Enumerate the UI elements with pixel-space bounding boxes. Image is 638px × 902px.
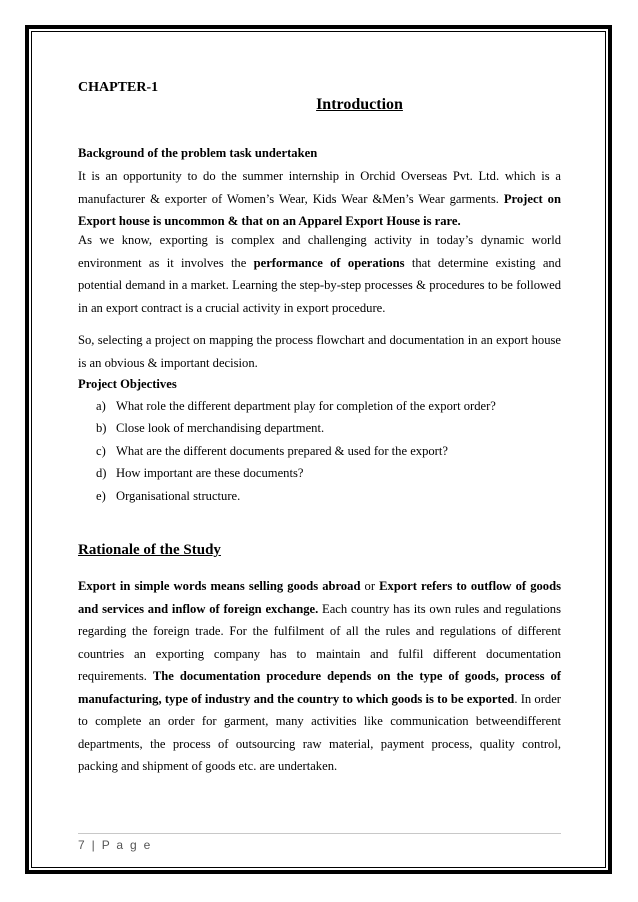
rationale-text-2: . In order to complete an order for garment, many activities like communication betweendifferent departments, the process of outsourcing raw material, payment process, quality control, packing and shipment of goods etc. are undertaken. (78, 691, 561, 773)
list-item (96, 395, 496, 417)
list-marker: c) (96, 443, 106, 458)
list-item-text: What role the different department play for completion of the export order? (116, 399, 496, 413)
objectives-heading: Project Objectives (78, 377, 177, 391)
list-item (96, 462, 496, 484)
rationale-bold-1: Export in simple words means selling goods abroad (78, 579, 361, 593)
page-label: P a g e (101, 838, 153, 852)
background-p2-bold: performance of operations (253, 255, 405, 270)
list-item-text: Close look of merchandising department. (116, 421, 325, 436)
rationale-text-1: Each country has its own rules and regulations regarding the foreign trade. For the fulfilment of all the rules and regulations of different countries an exporting company has to maintain and fulfil different documentation requirements. (78, 601, 561, 683)
list-marker: a) (96, 399, 106, 413)
background-p1-bold: Project on Export house is uncommon & that on an Apparel Export House is rare. (78, 191, 561, 228)
list-item (96, 440, 496, 462)
background-p1-text: It is an opportunity to do the summer internship in Orchid Overseas Pvt. Ltd. which is a manufacturer & exporter of Women’s Wear, Kids Wear &Men’s Wear garments. (78, 169, 561, 206)
list-marker: b) (96, 421, 107, 436)
page-title: Introduction (316, 96, 403, 113)
rationale-paragraph (78, 575, 561, 778)
background-p2-text-c: that determine existing and potential demand in a market. Learning the step-by-step processes & procedures to be followed in an export contract is a crucial activity in export procedure. (78, 255, 561, 315)
chapter-label: CHAPTER-1 (78, 80, 159, 95)
list-item-text: What are the different documents prepared & used for the export? (116, 443, 448, 458)
list-item-text: How important are these documents? (116, 466, 304, 481)
list-marker: d) (96, 466, 107, 481)
rationale-bold-3: The documentation procedure depends on the type of goods, process of manufacturing, type of industry and the country to which goods is to be exported (78, 669, 561, 706)
objectives-list (96, 395, 496, 507)
list-item-text: Organisational structure. (116, 488, 241, 503)
footer-divider (78, 833, 561, 834)
background-heading: Background of the problem task undertaken (78, 146, 318, 160)
background-p2-text-a: As we know, exporting is complex and challenging activity in today’s dynamic world environment as it involves the (78, 233, 561, 270)
rationale-heading: Rationale of the Study (78, 542, 221, 558)
list-marker: e) (96, 488, 106, 503)
list-item (96, 417, 496, 439)
page-number: 7 (78, 838, 87, 852)
page-footer (78, 838, 152, 852)
footer-separator: | (91, 838, 97, 852)
background-paragraph-3: So, selecting a project on mapping the process flowchart and documentation in an export house is an obvious & important decision. (78, 333, 561, 370)
background-paragraph-2 (78, 229, 561, 319)
rationale-bold-2: Export refers to outflow of goods and services and inflow of foreign exchange. (78, 579, 561, 616)
list-item (96, 485, 496, 507)
background-paragraph-1 (78, 165, 561, 233)
rationale-text-or: or (360, 579, 380, 593)
